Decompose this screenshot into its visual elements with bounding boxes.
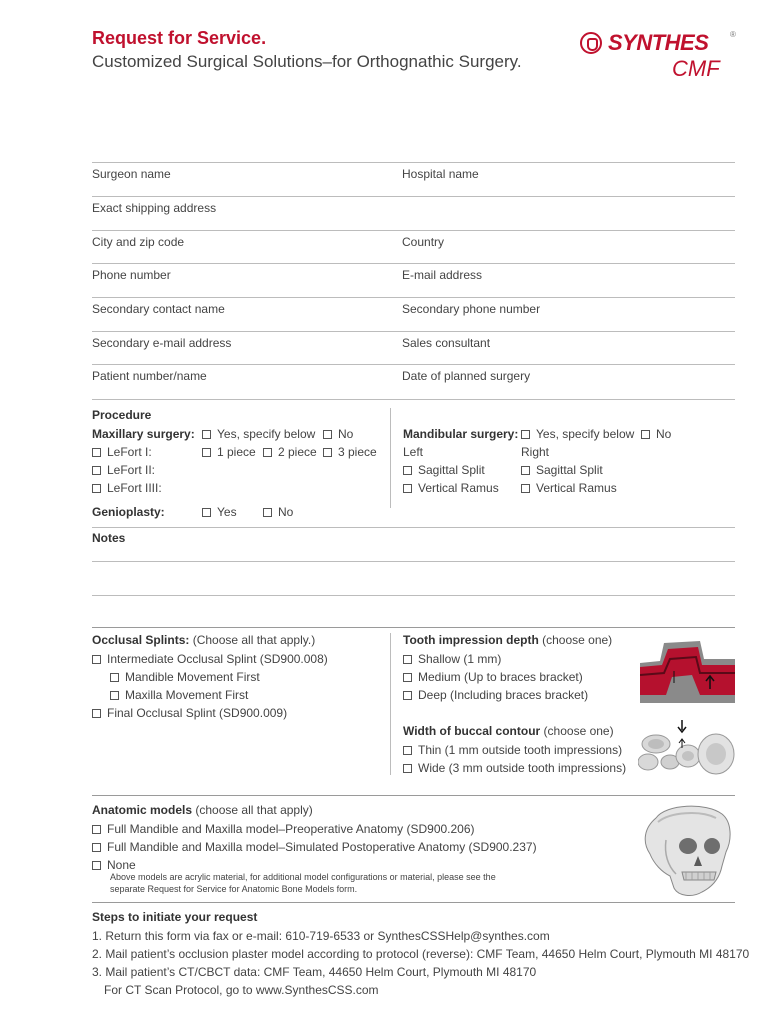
logo-sub: CMF bbox=[672, 56, 720, 81]
maxillary-yes-checkbox[interactable] bbox=[202, 427, 315, 441]
maxillary-no-checkbox[interactable] bbox=[323, 427, 353, 441]
label: None bbox=[107, 858, 136, 872]
checkbox-icon bbox=[92, 861, 101, 870]
page-subtitle: Customized Surgical Solutions–for Orthognathic Surgery. bbox=[92, 52, 522, 71]
maxillary-label: Maxillary surgery: bbox=[92, 427, 195, 441]
tooth-depth-image bbox=[640, 633, 735, 703]
checkbox-icon bbox=[403, 764, 412, 773]
genioplasty-label: Genioplasty: bbox=[92, 505, 165, 519]
buccal-heading bbox=[403, 724, 614, 738]
label: Sagittal Split bbox=[536, 463, 603, 477]
splints-heading bbox=[92, 633, 315, 647]
label: Yes, specify below bbox=[217, 427, 316, 441]
checkbox-icon bbox=[202, 430, 211, 439]
piece2-checkbox[interactable] bbox=[263, 445, 317, 459]
checkbox-icon bbox=[641, 430, 650, 439]
checkbox-icon bbox=[92, 843, 101, 852]
preop-model-checkbox[interactable] bbox=[92, 822, 475, 836]
checkbox-icon bbox=[92, 825, 101, 834]
label: Shallow (1 mm) bbox=[418, 652, 502, 666]
step-3: 3. Mail patient’s CT/CBCT data: CMF Team, 44650 Helm Court, Plymouth MI 48170 bbox=[92, 965, 537, 979]
tooth-title: Tooth impression depth bbox=[403, 633, 539, 647]
secondary-phone-field[interactable]: Secondary phone number bbox=[402, 302, 541, 316]
checkbox-icon bbox=[521, 430, 530, 439]
tooth-depth-illustration bbox=[640, 633, 735, 703]
checkbox-icon bbox=[92, 709, 101, 718]
shipping-address-field[interactable]: Exact shipping address bbox=[92, 201, 217, 215]
label: LeFort II: bbox=[107, 463, 156, 477]
checkbox-icon bbox=[110, 673, 119, 682]
buccal-hint: (choose one) bbox=[540, 724, 614, 738]
step-ct-protocol: For CT Scan Protocol, go to www.SynthesCSS.com bbox=[104, 983, 379, 997]
postop-model-checkbox[interactable] bbox=[92, 840, 537, 854]
city-zip-field[interactable]: City and zip code bbox=[92, 235, 185, 249]
label: Final Occlusal Splint (SD900.009) bbox=[107, 706, 288, 720]
checkbox-icon bbox=[323, 448, 332, 457]
phone-field[interactable]: Phone number bbox=[92, 268, 171, 282]
label: Yes, specify below bbox=[536, 427, 635, 441]
maxilla-first-checkbox[interactable] bbox=[110, 688, 248, 702]
secondary-contact-field[interactable]: Secondary contact name bbox=[92, 302, 225, 316]
checkbox-icon bbox=[403, 746, 412, 755]
label: Deep (Including braces bracket) bbox=[418, 688, 589, 702]
patient-field[interactable]: Patient number/name bbox=[92, 369, 207, 383]
label: LeFort IIII: bbox=[107, 481, 162, 495]
piece1-checkbox[interactable] bbox=[202, 445, 256, 459]
label: No bbox=[338, 427, 354, 441]
country-field[interactable]: Country bbox=[402, 235, 445, 249]
procedure-heading: Procedure bbox=[92, 408, 152, 422]
mandibular-label: Mandibular surgery: bbox=[403, 427, 519, 441]
deep-checkbox[interactable] bbox=[403, 688, 588, 702]
label: Yes bbox=[217, 505, 237, 519]
buccal-contour-illustration bbox=[638, 718, 735, 786]
surgery-date-field[interactable]: Date of planned surgery bbox=[402, 369, 531, 383]
mandible-first-checkbox[interactable] bbox=[110, 670, 260, 684]
label: LeFort I: bbox=[107, 445, 152, 459]
label: No bbox=[278, 505, 294, 519]
lefort3-checkbox[interactable] bbox=[92, 481, 162, 495]
logo-registered: ® bbox=[730, 30, 736, 39]
checkbox-icon bbox=[323, 430, 332, 439]
checkbox-icon bbox=[403, 655, 412, 664]
surgeon-name-field[interactable]: Surgeon name bbox=[92, 167, 171, 181]
label: No bbox=[656, 427, 672, 441]
left-sagittal-checkbox[interactable] bbox=[403, 463, 485, 477]
right-sagittal-checkbox[interactable] bbox=[521, 463, 603, 477]
models-heading bbox=[92, 803, 313, 817]
checkbox-icon bbox=[263, 448, 272, 457]
models-note-line-1: Above models are acrylic material, for additional model configurations or material, please see the bbox=[110, 872, 496, 882]
genioplasty-no-checkbox[interactable] bbox=[263, 505, 293, 519]
label: 3 piece bbox=[338, 445, 377, 459]
label: Thin (1 mm outside tooth impressions) bbox=[418, 743, 623, 757]
label: Medium (Up to braces bracket) bbox=[418, 670, 583, 684]
intermediate-splint-checkbox[interactable] bbox=[92, 652, 328, 666]
mandibular-yes-checkbox[interactable] bbox=[521, 427, 634, 441]
tooth-heading bbox=[403, 633, 612, 647]
skull-illustration bbox=[636, 800, 735, 900]
label: Vertical Ramus bbox=[418, 481, 499, 495]
checkbox-icon bbox=[92, 655, 101, 664]
buccal-contour-image bbox=[638, 718, 735, 786]
splints-title: Occlusal Splints: bbox=[92, 633, 190, 647]
medium-checkbox[interactable] bbox=[403, 670, 583, 684]
sales-consultant-field[interactable]: Sales consultant bbox=[402, 336, 491, 350]
final-splint-checkbox[interactable] bbox=[92, 706, 287, 720]
label: Vertical Ramus bbox=[536, 481, 617, 495]
skull-model-image bbox=[636, 800, 735, 900]
checkbox-icon bbox=[403, 691, 412, 700]
right-vertical-ramus-checkbox[interactable] bbox=[521, 481, 617, 495]
lefort2-checkbox[interactable] bbox=[92, 463, 155, 477]
label: 2 piece bbox=[278, 445, 317, 459]
mandibular-no-checkbox[interactable] bbox=[641, 427, 671, 441]
label: 1 piece bbox=[217, 445, 256, 459]
right-label: Right bbox=[521, 445, 550, 459]
steps-heading: Steps to initiate your request bbox=[92, 910, 258, 924]
notes-heading: Notes bbox=[92, 531, 126, 545]
buccal-title: Width of buccal contour bbox=[403, 724, 541, 738]
synthes-logo bbox=[580, 28, 740, 86]
checkbox-icon bbox=[521, 466, 530, 475]
label: Wide (3 mm outside tooth impressions) bbox=[418, 761, 627, 775]
thin-checkbox[interactable] bbox=[403, 743, 622, 757]
label: Maxilla Movement First bbox=[125, 688, 249, 702]
synthes-logo-icon bbox=[580, 32, 602, 54]
checkbox-icon bbox=[92, 448, 101, 457]
checkbox-icon bbox=[202, 448, 211, 457]
hospital-name-field[interactable]: Hospital name bbox=[402, 167, 479, 181]
tooth-hint: (choose one) bbox=[538, 633, 613, 647]
lefort1-checkbox[interactable] bbox=[92, 445, 152, 459]
shallow-checkbox[interactable] bbox=[403, 652, 501, 666]
notes-line-2[interactable] bbox=[92, 595, 735, 596]
none-model-checkbox[interactable] bbox=[92, 858, 136, 872]
step-2: 2. Mail patient’s occlusion plaster model according to protocol (reverse): CMF Team, 44650 Helm Court, Plymouth MI 48170 bbox=[92, 947, 750, 961]
label: Mandible Movement First bbox=[125, 670, 260, 684]
label: Intermediate Occlusal Splint (SD900.008) bbox=[107, 652, 328, 666]
piece3-checkbox[interactable] bbox=[323, 445, 377, 459]
left-label: Left bbox=[403, 445, 424, 459]
models-hint: (choose all that apply) bbox=[192, 803, 313, 817]
genioplasty-yes-checkbox[interactable] bbox=[202, 505, 237, 519]
checkbox-icon bbox=[403, 466, 412, 475]
left-vertical-ramus-checkbox[interactable] bbox=[403, 481, 499, 495]
page-title: Request for Service. bbox=[92, 28, 267, 48]
checkbox-icon bbox=[92, 484, 101, 493]
label: Sagittal Split bbox=[418, 463, 485, 477]
models-title: Anatomic models bbox=[92, 803, 193, 817]
checkbox-icon bbox=[263, 508, 272, 517]
step-1: 1. Return this form via fax or e-mail: 610-719-6533 or SynthesCSSHelp@synthes.com bbox=[92, 929, 550, 943]
checkbox-icon bbox=[92, 466, 101, 475]
checkbox-icon bbox=[110, 691, 119, 700]
email-field[interactable]: E-mail address bbox=[402, 268, 483, 282]
checkbox-icon bbox=[403, 484, 412, 493]
checkbox-icon bbox=[403, 673, 412, 682]
checkbox-icon bbox=[202, 508, 211, 517]
wide-checkbox[interactable] bbox=[403, 761, 626, 775]
secondary-email-field[interactable]: Secondary e-mail address bbox=[92, 336, 232, 350]
checkbox-icon bbox=[521, 484, 530, 493]
label: Full Mandible and Maxilla model–Preoperative Anatomy (SD900.206) bbox=[107, 822, 475, 836]
notes-line-1[interactable] bbox=[92, 561, 735, 562]
models-note-line-2: separate Request for Service for Anatomic Bone Models form. bbox=[110, 884, 358, 894]
splints-hint: (Choose all that apply.) bbox=[189, 633, 316, 647]
logo-brand: SYNTHES bbox=[608, 30, 709, 55]
label: Full Mandible and Maxilla model–Simulated Postoperative Anatomy (SD900.237) bbox=[107, 840, 537, 854]
